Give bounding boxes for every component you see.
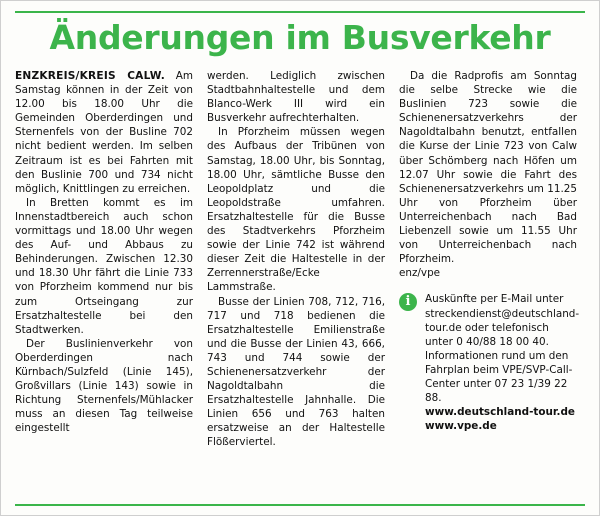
info-text: Auskünfte per E-Mail unter streckendienst@deutschland-tour.de oder telefonisch unter 0 40/88 18 00 40. Informationen rund um den Fahrplan beim VPE/SVP-Call-Center unter 07 23 1/39 22 88. [425,293,580,405]
article-column-3 [399,69,580,497]
paragraph: In Bretten kommt es im Innenstadtbereich auch schon vormittags und 18.00 Uhr wegen des Auf- und Abbaus zu Behinderungen. Zwischen 12.30 und 18.30 Uhr fährt die Linie 733 von Pforzheim kommend nur bis zum Ortseingang zur Ersatzhaltestelle bei den Stadtwerken. [15,196,193,336]
bottom-divider [15,504,585,506]
article-column-2 [207,69,385,497]
info-link-2[interactable]: www.vpe.de [425,420,497,433]
info-link-1[interactable]: www.deutschland-tour.de [425,406,575,419]
paragraph: werden. Lediglich zwischen Stadtbahnhaltestelle und dem Blanco-Werk III wird ein Busverkehr aufrechterhalten. [207,70,385,125]
article-signature: enz/vpe [399,267,441,280]
info-icon: i [399,293,417,311]
paragraph: Busse der Linien 708, 712, 716, 717 und 718 bedienen die Ersatzhaltestelle Emilienstraße und die Busse der Linien 43, 666, 743 und 744 sowie der Schienenersatzverkehr der Nagoldtalbahn die Ersatzhaltestelle Jahnhalle. Die Linien 656 und 763 halten ersatzweise an der Haltestelle Flößerviertel. [207,295,385,449]
article-column-1 [15,69,193,497]
paragraph: Der Buslinienverkehr von Oberderdingen nach Kürnbach/Sulzfeld (Linie 145), Großvillars (Linie 143) sowie in Richtung Sternenfels/Mühlacker muss an diesen Tag teilweise eingestellt [15,337,193,435]
page-title: Änderungen im Busverkehr [49,18,551,57]
article-columns [15,69,585,497]
lead-in-label: ENZKREIS/KREIS CALW. [15,70,165,82]
paragraph [15,69,193,196]
paragraph: In Pforzheim müssen wegen des Aufbaus der Tribünen von Samstag, 18.00 Uhr, bis Sonntag, 18.00 Uhr, sämtliche Busse den Leopoldplatz und die Leopoldstraße umfahren. Ersatzhaltestelle für die Busse des Stadtverkehrs Pforzheim sowie der Linie 742 ist während dieser Zeit die Haltestelle in der Zerrennerstraße/Ecke Lammstraße. [207,126,385,294]
info-box [399,292,580,433]
paragraph: Da die Radprofis am Sonntag die selbe Strecke wie die Buslinien 723 sowie die Schienenersatzverkehrs der Nagoldtalbahn benutzt, entfallen die Kurse der Linie 723 von Calw über Schömberg nach Höfen um 12.07 Uhr sowie die Fahrt des Schienenersatzverkehrs um 11.25 Uhr von Pforzheim über Unterreichenbach nach Bad Liebenzell sowie um 11.55 Uhr von Unterreichenbach nach Pforzheim. [399,70,577,266]
top-divider [15,11,585,13]
paragraph-text: Am Samstag können in der Zeit von 12.00 bis 18.00 Uhr die Gemeinden Oberderdingen und Sternenfels von der Busline 702 nicht bedient werden. Im selben Zeitraum ist es bei Fahrten mit den Buslinie 700 und 734 nicht möglich, Knittlingen zu erreichen. [15,70,193,195]
